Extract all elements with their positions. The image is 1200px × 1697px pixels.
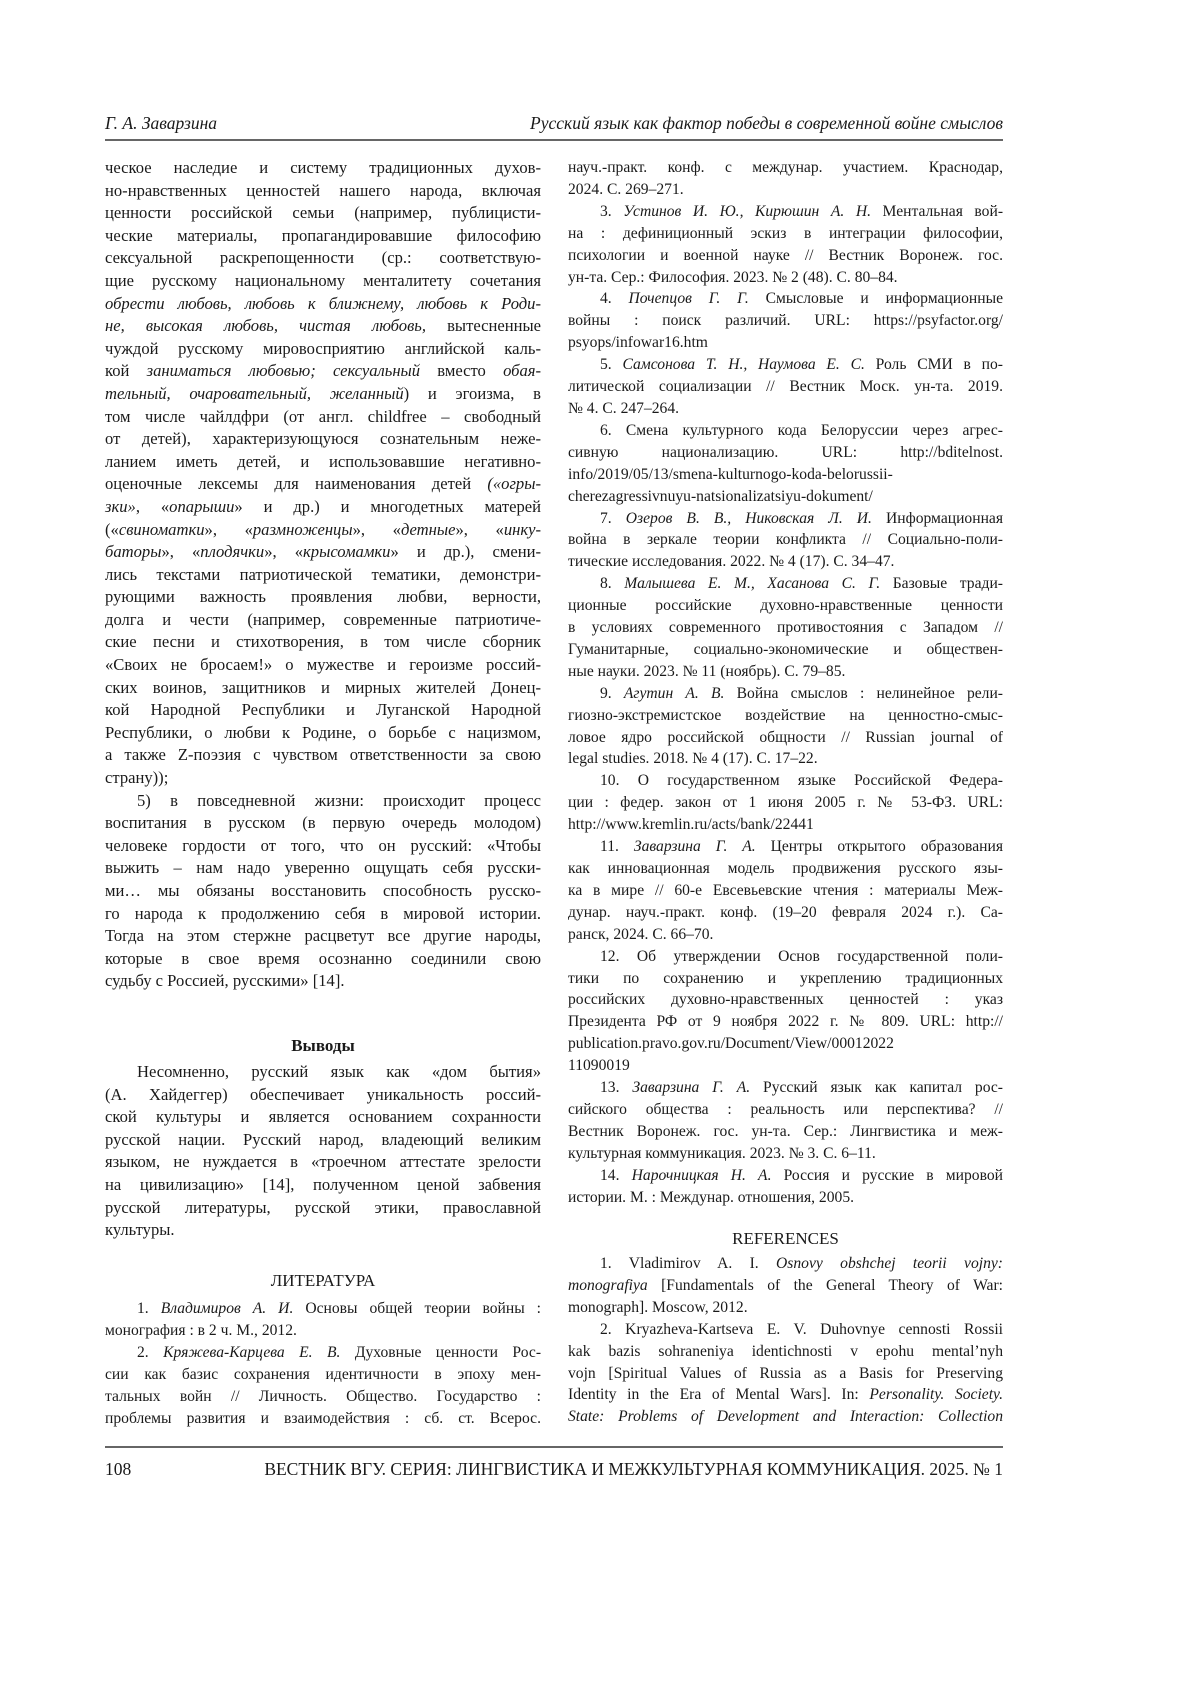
text-run: на : дефиниционный эскиз в интеграции философии,	[568, 225, 1003, 242]
text-line	[568, 946, 1003, 968]
text-line	[568, 792, 1003, 814]
text-run: 10. О государственном языке Российской Федера-	[600, 772, 1003, 789]
italic-text-run: обая-	[503, 361, 541, 380]
text-line	[105, 247, 541, 270]
text-line	[105, 744, 541, 767]
italic-text-run: плодячки	[200, 542, 264, 561]
text-run: cherezagressivnuyu-natsionalizatsiyu-dokument/	[568, 488, 873, 505]
italic-text-run: Нарочницкая Н. А.	[632, 1167, 772, 1184]
paragraph	[568, 1077, 1003, 1165]
text-run: русской нации. Русский народ, владеющий великим	[105, 1130, 541, 1149]
text-line	[105, 1061, 541, 1084]
text-line	[568, 486, 1003, 508]
text-run: на цивилизацию» [14], полученном ценой забвения	[105, 1175, 541, 1194]
text-run: в условиях современного противостояния с Западом //	[568, 619, 1003, 636]
text-line	[105, 1320, 541, 1342]
text-run: щие русскому национальному менталитету сочетания	[105, 271, 541, 290]
text-line	[105, 586, 541, 609]
text-run: ланием иметь детей, и использовавшие негативно-	[105, 452, 541, 471]
running-head-author: Г. А. Заварзина	[105, 113, 217, 134]
paragraph	[568, 354, 1003, 420]
text-line	[568, 989, 1003, 1011]
text-line	[568, 902, 1003, 924]
paragraph	[568, 683, 1003, 771]
italic-text-run: заниматься любовью; сексуальный	[147, 361, 420, 380]
text-line	[568, 1165, 1003, 1187]
text-line	[105, 1151, 541, 1174]
text-run: кой	[105, 361, 147, 380]
paragraph	[105, 157, 541, 790]
paragraph	[568, 1319, 1003, 1429]
text-line	[568, 968, 1003, 990]
italic-text-run: Заварзина Г. А.	[634, 838, 756, 855]
text-line	[568, 288, 1003, 310]
text-run: 3.	[600, 203, 623, 220]
page-number: 108	[105, 1459, 131, 1480]
paragraph	[568, 1253, 1003, 1319]
footer-rule	[105, 1446, 1003, 1448]
text-run: 5.	[600, 356, 622, 373]
text-run: страну));	[105, 768, 168, 787]
text-line	[568, 1187, 1003, 1209]
text-line	[105, 1219, 541, 1242]
text-run: долга и чести (например, современные патриотиче-	[105, 610, 541, 629]
text-line	[568, 464, 1003, 486]
text-run: Вестник Воронеж. гос. ун-та. Сер.: Лингвистика и меж-	[568, 1123, 1003, 1140]
text-run: лись текстами патриотической тематики, демонстри-	[105, 565, 541, 584]
text-run: », «	[264, 542, 303, 561]
text-run: ских воинов, защитников и мирных жителей Донец-	[105, 678, 541, 697]
text-run: «Своих не бросаем!» о мужестве и героизме россий-	[105, 655, 541, 674]
text-line	[568, 157, 1003, 179]
italic-text-run: Почепцов Г. Г.	[629, 290, 749, 307]
text-line	[105, 451, 541, 474]
text-line	[568, 1055, 1003, 1077]
paragraph	[105, 1061, 541, 1242]
text-run: info/2019/05/13/smena-kulturnogo-koda-belorussii-	[568, 466, 893, 483]
text-line	[568, 179, 1003, 201]
text-run: ные науки. 2023. № 11 (ноябрь). С. 79–85.	[568, 663, 845, 680]
text-line	[568, 1253, 1003, 1275]
text-line	[105, 654, 541, 677]
text-run: ранск, 2024. С. 66–70.	[568, 926, 713, 943]
text-line	[105, 180, 541, 203]
text-run: http://www.kremlin.ru/acts/bank/22441	[568, 816, 814, 833]
text-line	[105, 1298, 541, 1320]
text-run: от детей), характеризующуюся сознательным неже-	[105, 429, 541, 448]
text-run: Гуманитарные, социально-экономические и обществен-	[568, 641, 1003, 658]
text-line	[105, 609, 541, 632]
text-line	[105, 790, 541, 813]
italic-text-run: Personality. Society.	[869, 1386, 1003, 1403]
paragraph	[568, 157, 1003, 201]
text-line	[105, 857, 541, 880]
text-line	[568, 398, 1003, 420]
text-run: культуры.	[105, 1220, 175, 1239]
paragraph	[568, 770, 1003, 836]
text-line	[568, 354, 1003, 376]
text-line	[568, 310, 1003, 332]
text-line	[105, 880, 541, 903]
text-run: 2.	[137, 1344, 163, 1361]
text-run: , «	[136, 497, 169, 516]
text-run: сивную национализацию. URL: http://bditelnost.	[568, 444, 1003, 461]
literature-list	[105, 1298, 541, 1429]
text-line	[105, 722, 541, 745]
text-run: науч.-практ. конф. с междунар. участием. Краснодар,	[568, 159, 1003, 176]
text-run: вытесненные	[426, 316, 541, 335]
text-run: Война смыслов : нелинейное рели-	[724, 685, 1003, 702]
text-line	[105, 157, 541, 180]
text-run: kak bazis sohraneniya identichnosti v epohu mental’nyh	[568, 1343, 1003, 1360]
text-line	[105, 1408, 541, 1430]
text-run: кой Народной Республики и Луганской Народной	[105, 700, 541, 719]
text-run: (А. Хайдеггер) обеспечивает уникальность россий-	[105, 1085, 541, 1104]
paragraph	[105, 790, 541, 993]
text-line	[105, 406, 541, 429]
text-run: но-нравственных ценностей нашего народа, включая	[105, 181, 541, 200]
text-run: Ментальная вой-	[871, 203, 1003, 220]
text-line	[568, 595, 1003, 617]
text-line	[105, 1174, 541, 1197]
text-run: истории. М. : Междунар. отношения, 2005.	[568, 1189, 854, 1206]
paragraph	[568, 573, 1003, 683]
text-run: ценности российской семьи (например, публицисти-	[105, 203, 541, 222]
text-run: ка в мире // 60-е Евсевьевские чтения : материалы Меж-	[568, 882, 1003, 899]
italic-text-run: Самсонова Т. Н., Наумова Е. С.	[622, 356, 864, 373]
text-run: сии как базис сохранения идентичности в эпоху мен-	[105, 1366, 541, 1383]
text-run: вместо	[420, 361, 503, 380]
text-run: рующими важность проявления любви, верности,	[105, 587, 541, 606]
text-run: литической социализации // Вестник Моск. ун-та. 2019.	[568, 378, 1003, 395]
text-line	[568, 924, 1003, 946]
text-line	[105, 1129, 541, 1152]
conclusions-heading: Выводы	[105, 1036, 541, 1056]
italic-text-run: («огры-	[487, 474, 541, 493]
text-line	[105, 699, 541, 722]
italic-text-run: Озеров В. В., Никовская Л. И.	[626, 510, 872, 527]
text-run: том числе чайлдфри (от англ. childfree – свободный	[105, 407, 541, 426]
references-list	[568, 1253, 1003, 1428]
text-run: № 4. С. 247–264.	[568, 400, 679, 417]
text-line	[568, 529, 1003, 551]
text-run: Центры открытого образования	[756, 838, 1003, 855]
text-run: 1.	[137, 1300, 161, 1317]
text-run: legal studies. 2018. № 4 (17). С. 17–22.	[568, 750, 818, 767]
text-run: 7.	[600, 510, 626, 527]
paragraph	[568, 946, 1003, 1077]
text-run: воспитания в русском (в первую очередь молодом)	[105, 813, 541, 832]
text-run: » и др.), смени-	[390, 542, 541, 561]
text-line	[105, 903, 541, 926]
text-run: проблемы развития и взаимодействия : сб. ст. Всерос.	[105, 1410, 541, 1427]
italic-text-run: Малышева Е. М., Хасанова С. Г.	[624, 575, 880, 592]
text-line	[105, 293, 541, 316]
text-line	[105, 270, 541, 293]
text-run: 11090019	[568, 1057, 630, 1074]
text-line	[105, 631, 541, 654]
text-line	[568, 836, 1003, 858]
text-run: дунар. науч.-практ. конф. (19–20 февраля 2024 г.). Са-	[568, 904, 1003, 921]
text-run: », «	[161, 542, 200, 561]
text-line	[568, 748, 1003, 770]
text-run: ческое наследие и систему традиционных духов-	[105, 158, 541, 177]
text-run: культурная коммуникация. 2023. № 3. С. 6–11.	[568, 1145, 876, 1162]
text-run: языком, не нуждается в «троечном аттестате зрелости	[105, 1152, 541, 1171]
text-run: publication.pravo.gov.ru/Document/View/00012022	[568, 1035, 894, 1052]
italic-text-run: опарыши	[169, 497, 234, 516]
text-line	[568, 683, 1003, 705]
text-line	[568, 551, 1003, 573]
italic-text-run: баторы	[105, 542, 161, 561]
text-line	[568, 727, 1003, 749]
text-run: monograph]. Moscow, 2012.	[568, 1299, 748, 1316]
text-run: ческие материалы, пропагандировавшие философию	[105, 226, 541, 245]
text-run: psyops/infowar16.htm	[568, 334, 708, 351]
text-run: сийского общества : реальность или перспектива? //	[568, 1101, 1003, 1118]
paragraph	[105, 1298, 541, 1342]
text-line	[105, 202, 541, 225]
text-run: гиозно-экстремистское воздействие на ценностно-смыс-	[568, 707, 1003, 724]
italic-text-run: свиноматки	[119, 520, 205, 539]
italic-text-run: State: Problems of Development and Interaction: Collection	[568, 1408, 1003, 1425]
text-run: Русский язык как капитал рос-	[750, 1079, 1003, 1096]
text-line	[568, 858, 1003, 880]
text-run: которые в свое время осознанно соединили свою	[105, 949, 541, 968]
text-run: чуждой русскому мировосприятию английской каль-	[105, 339, 541, 358]
text-run: Несомненно, русский язык как «дом бытия»	[137, 1062, 541, 1081]
text-line	[105, 1084, 541, 1107]
literature-heading: ЛИТЕРАТУРА	[105, 1271, 541, 1291]
italic-text-run: Устинов И. Ю., Кирюшин А. Н.	[623, 203, 871, 220]
text-run: Духовные ценности Рос-	[340, 1344, 541, 1361]
text-run: а также Z-поэзия с чувством ответственности за свою	[105, 745, 541, 764]
text-line	[105, 541, 541, 564]
text-run: человеке гордости от того, что он русский: «Чтобы	[105, 836, 541, 855]
text-line	[568, 1099, 1003, 1121]
text-run: 14.	[600, 1167, 632, 1184]
text-run: психологии и военной науке // Вестник Воронеж. гос.	[568, 247, 1003, 264]
text-run: Президента РФ от 9 ноября 2022 г. № 809. URL: http://	[568, 1013, 1003, 1030]
text-line	[105, 496, 541, 519]
text-line	[568, 201, 1003, 223]
text-line	[568, 376, 1003, 398]
text-line	[105, 519, 541, 542]
journal-footer: ВЕСТНИК ВГУ. СЕРИЯ: ЛИНГВИСТИКА И МЕЖКУЛЬТУРНАЯ КОММУНИКАЦИЯ. 2025. № 1	[264, 1459, 1003, 1480]
text-run: война в зеркале теории конфликта // Социально-поли-	[568, 531, 1003, 548]
text-line	[568, 573, 1003, 595]
paragraph	[568, 288, 1003, 354]
text-line	[568, 639, 1003, 661]
conclusions-text	[105, 1061, 541, 1242]
text-line	[105, 383, 541, 406]
text-run: судьбу с Россией, русскими» [14].	[105, 971, 345, 990]
text-run: Роль СМИ в по-	[865, 356, 1003, 373]
text-run: 9.	[600, 685, 624, 702]
text-run: Базовые тради-	[880, 575, 1003, 592]
text-line	[105, 564, 541, 587]
running-head-title: Русский язык как фактор победы в современной войне смыслов	[530, 113, 1003, 134]
text-run: русской литературы, русской этики, православной	[105, 1198, 541, 1217]
text-line	[568, 508, 1003, 530]
text-run: 6. Смена культурного кода Белоруссии через агрес-	[600, 422, 1003, 439]
text-run: Основы общей теории войны :	[293, 1300, 541, 1317]
text-line	[105, 1364, 541, 1386]
text-line	[568, 617, 1003, 639]
text-line	[105, 925, 541, 948]
text-line	[568, 770, 1003, 792]
references-heading: REFERENCES	[568, 1229, 1003, 1249]
paragraph	[568, 1165, 1003, 1209]
italic-text-run: Кряжева-Карцева Е. В.	[163, 1344, 340, 1361]
text-run: 2024. С. 269–271.	[568, 181, 684, 198]
italic-text-run: инку-	[504, 520, 541, 539]
text-run: Identity in the Era of Mental Wars]. In:	[568, 1386, 869, 1403]
text-run: сексуальной раскрепощенности (ср.: соответствую-	[105, 248, 541, 267]
italic-text-run: детные	[401, 520, 456, 539]
text-run: 4.	[600, 290, 629, 307]
text-line	[105, 315, 541, 338]
italic-text-run: Osnovy obshchej teorii vojny:	[776, 1255, 1003, 1272]
text-run: ские песни и стихотворения, в том числе сборник	[105, 632, 541, 651]
text-line	[105, 1342, 541, 1364]
italic-text-run: monografiya	[568, 1277, 648, 1294]
literature-list-continued	[568, 157, 1003, 1209]
text-line	[105, 812, 541, 835]
header-rule	[105, 139, 1003, 141]
text-run: ловое ядро российской общности // Russian journal of	[568, 729, 1003, 746]
text-line	[105, 225, 541, 248]
text-line	[105, 473, 541, 496]
text-run: российских духовно-нравственных ценностей : указ	[568, 991, 1003, 1008]
text-run: ционные российские духовно-нравственные ценности	[568, 597, 1003, 614]
text-run: » и др.) и многодетных матерей	[234, 497, 541, 516]
text-run: как инновационная модель продвижения русского язы-	[568, 860, 1003, 877]
text-line	[568, 661, 1003, 683]
text-line	[568, 1121, 1003, 1143]
text-line	[568, 223, 1003, 245]
italic-text-run: Агутин А. В.	[624, 685, 725, 702]
italic-text-run: Владимиров А. И.	[161, 1300, 294, 1317]
text-run: Тогда на этом стержне расцветут все другие народы,	[105, 926, 541, 945]
text-run: 8.	[600, 575, 624, 592]
text-line	[568, 267, 1003, 289]
text-run: ) и эгоизма, в	[404, 384, 541, 403]
text-line	[105, 338, 541, 361]
text-line	[568, 1033, 1003, 1055]
text-run: тальных войн // Личность. Общество. Государство :	[105, 1388, 541, 1405]
paragraph	[568, 508, 1003, 574]
text-run: тические исследования. 2022. № 4 (17). С. 34–47.	[568, 553, 894, 570]
paragraph	[105, 1342, 541, 1430]
text-line	[568, 420, 1003, 442]
text-run: Смысловые и информационные	[749, 290, 1003, 307]
text-run: тики по сохранению и укреплению традиционных	[568, 970, 1003, 987]
text-line	[568, 705, 1003, 727]
text-run: vojn [Spiritual Values of Russia as a Basis for Preserving	[568, 1365, 1003, 1382]
text-run: 5) в повседневной жизни: происходит процесс	[137, 791, 541, 810]
text-run: 1. Vladimirov A. I.	[600, 1255, 776, 1272]
text-line	[105, 1386, 541, 1408]
text-run: », «	[456, 520, 504, 539]
text-run: оценочные лексемы для наименования детей	[105, 474, 487, 493]
text-line	[105, 835, 541, 858]
text-run: ми… мы обязаны восстановить способность русско-	[105, 881, 541, 900]
text-run: Россия и русские в мировой	[771, 1167, 1003, 1184]
italic-text-run: обрести любовь, любовь к ближнему, любовь к Роди-	[105, 294, 541, 313]
text-run: 2. Kryazheva-Kartseva E. V. Duhovnye cennosti Rossii	[600, 1321, 1003, 1338]
text-run: («	[105, 520, 119, 539]
text-line	[568, 814, 1003, 836]
text-line	[105, 970, 541, 993]
text-line	[568, 1143, 1003, 1165]
text-line	[105, 360, 541, 383]
text-run: войны : поиск различий. URL: https://psyfactor.org/	[568, 312, 1003, 329]
text-run: выжить – нам надо уверенно ощущать себя русски-	[105, 858, 541, 877]
italic-text-run: зки»	[105, 497, 136, 516]
text-run: [Fundamentals of the General Theory of War:	[648, 1277, 1003, 1294]
left-body-text	[105, 157, 541, 993]
paragraph	[568, 201, 1003, 289]
text-line	[105, 677, 541, 700]
italic-text-run: размноженцы	[253, 520, 353, 539]
text-run: 11.	[600, 838, 634, 855]
italic-text-run: тельный, очаровательный, желанный	[105, 384, 404, 403]
text-line	[568, 1406, 1003, 1428]
text-run: ской культуры и является основанием сохранности	[105, 1107, 541, 1126]
text-run: Информационная	[872, 510, 1003, 527]
text-line	[568, 1275, 1003, 1297]
text-run: 12. Об утверждении Основ государственной поли-	[600, 948, 1003, 965]
text-run: ун-та. Сер.: Философия. 2023. № 2 (48). С. 80–84.	[568, 269, 898, 286]
text-line	[568, 880, 1003, 902]
text-line	[568, 1297, 1003, 1319]
text-line	[105, 1197, 541, 1220]
text-run: 13.	[600, 1079, 632, 1096]
text-line	[105, 767, 541, 790]
text-line	[568, 1363, 1003, 1385]
text-line	[568, 1341, 1003, 1363]
text-line	[568, 332, 1003, 354]
text-line	[568, 1319, 1003, 1341]
italic-text-run: крысомамки	[303, 542, 390, 561]
paragraph	[568, 420, 1003, 508]
text-run: », «	[205, 520, 253, 539]
italic-text-run: не, высокая любовь, чистая любовь,	[105, 316, 426, 335]
text-line	[105, 948, 541, 971]
text-line	[568, 1011, 1003, 1033]
text-run: монография : в 2 ч. М., 2012.	[105, 1322, 297, 1339]
text-run: ции : федер. закон от 1 июня 2005 г. № 53-ФЗ. URL:	[568, 794, 1003, 811]
italic-text-run: Заварзина Г. А.	[632, 1079, 750, 1096]
paragraph	[568, 836, 1003, 946]
text-line	[105, 1106, 541, 1129]
text-line	[568, 1077, 1003, 1099]
text-run: Республики, о любви к Родине, о борьбе с нацизмом,	[105, 723, 541, 742]
text-line	[568, 1384, 1003, 1406]
text-line	[568, 442, 1003, 464]
text-run: го народа к продолжению себя в мировой истории.	[105, 904, 541, 923]
text-line	[568, 245, 1003, 267]
text-line	[105, 428, 541, 451]
text-run: », «	[353, 520, 401, 539]
